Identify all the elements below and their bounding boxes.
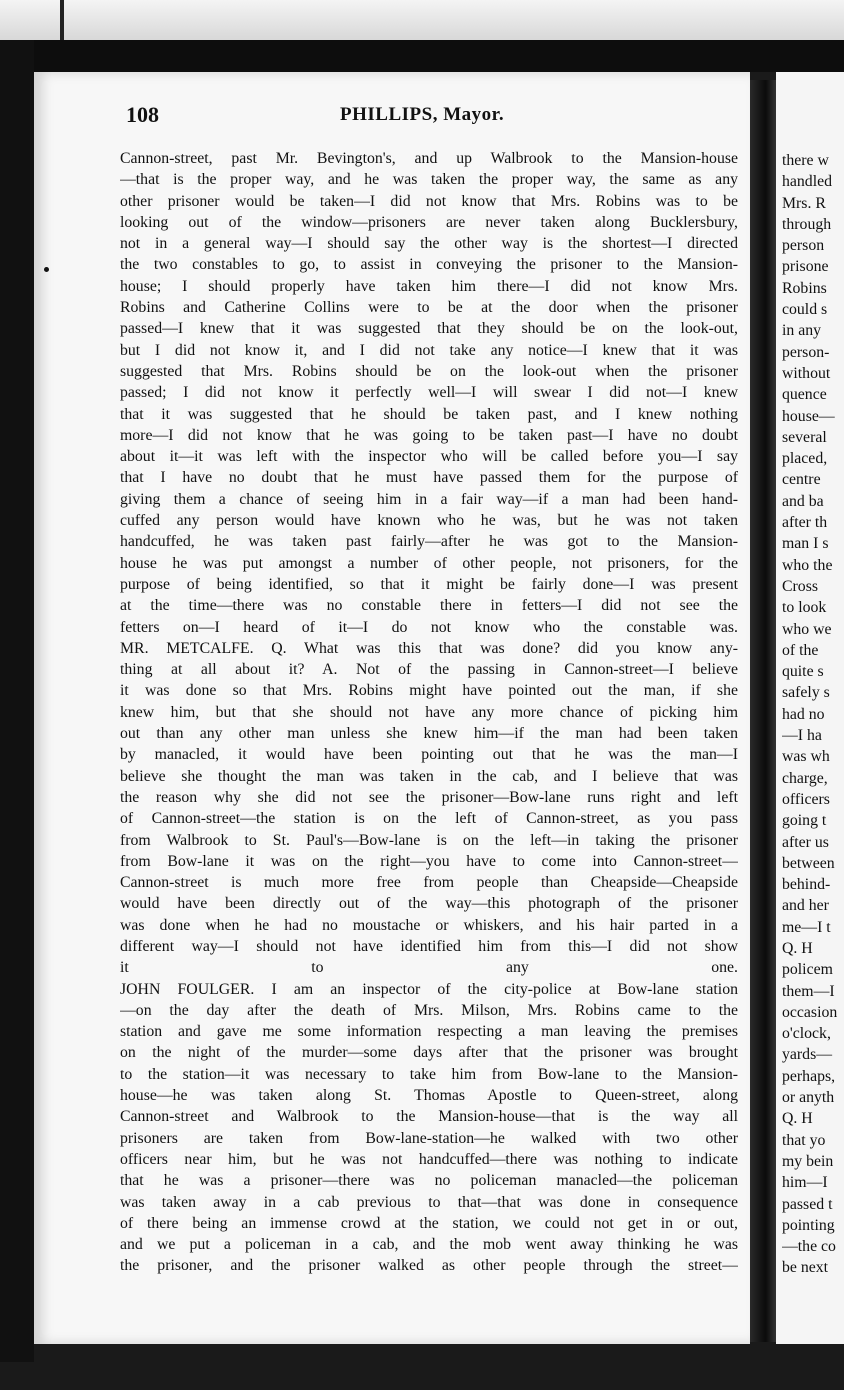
right-text-line: person [782, 237, 825, 255]
text-line: to the station—it was necessary to take him from Bow-lane to the Mansion- [120, 1065, 738, 1083]
text-line: by manacled, it would have been pointing out that he was the man—I [120, 746, 738, 764]
running-head: PHILLIPS, Mayor. [340, 104, 505, 125]
right-text-line: of the [782, 641, 819, 659]
text-line: would have been directly out of the way—this photograph of the prisoner [120, 895, 738, 913]
right-text-line: man I s [782, 535, 829, 553]
text-line: Cannon-street and Walbrook to the Mansion-house—that is the way all [120, 1108, 738, 1126]
text-line: of there being an immense crowd at the station, we could not get in or out, [120, 1214, 738, 1232]
text-line: at the time—there was no constable there in fetters—I did not see the [120, 597, 738, 615]
text-line: believe she thought the man was taken in the cab, and I believe that was [120, 767, 738, 785]
right-text-line: them—I [782, 982, 835, 1000]
right-text-line: perhaps, [782, 1067, 836, 1085]
right-text-line: my bein [782, 1152, 834, 1170]
text-line: purpose of being identified, so that it might be fairly done—I was present [120, 575, 738, 593]
right-text-line: handled [782, 173, 833, 191]
right-text-line: and her [782, 897, 829, 915]
text-line: MR. METCALFE. Q. What was this that was done? did you know any- [120, 639, 738, 657]
text-line: passed—I knew that it was suggested that they should be on the look-out, [120, 320, 738, 338]
right-text-line: Robins [782, 279, 827, 297]
right-text-line: centre [782, 471, 821, 489]
right-text-line: had no [782, 705, 825, 723]
right-text-line: and ba [782, 492, 824, 510]
right-text-line: yards— [782, 1046, 833, 1064]
right-text-line: person- [782, 343, 830, 361]
right-text-line: quence [782, 386, 827, 404]
right-text-line: safely s [782, 684, 830, 702]
text-line: JOHN FOULGER. I am an inspector of the city-police at Bow-lane station [120, 980, 738, 998]
right-text-line: Mrs. R [782, 194, 826, 212]
text-line: out than any other man unless she knew him—if the man had been taken [120, 725, 738, 743]
right-text-line: after us [782, 833, 829, 851]
right-text-line: that yo [782, 1131, 826, 1149]
right-text-line: me—I t [782, 918, 831, 936]
right-text-line: after th [782, 514, 828, 532]
text-line: —that is the proper way, and he was taken the proper way, the same as any [120, 171, 738, 189]
scan-shadow-left [0, 40, 34, 1362]
right-text-line: —the co [782, 1238, 836, 1256]
right-text-line: in any [782, 322, 822, 340]
right-text-line: o'clock, [782, 1025, 831, 1043]
right-text-line: who the [782, 556, 833, 574]
text-line: it was done so that Mrs. Robins might have pointed out the man, if she [120, 682, 738, 700]
text-line: and we put a policeman in a cab, and the mob went away thinking he was [120, 1236, 738, 1254]
right-text-line: between [782, 854, 835, 872]
text-line: cuffed any person would have known who he was, but he was not taken [120, 512, 738, 530]
right-text-line: could s [782, 301, 828, 319]
text-line: house he was put amongst a number of other people, not prisoners, for the [120, 554, 738, 572]
right-text-line: passed t [782, 1195, 833, 1213]
right-text-line: him—I [782, 1174, 828, 1192]
right-text-line: was wh [782, 748, 830, 766]
text-line: that he was a prisoner—there was no policeman manacled—the policeman [120, 1172, 738, 1190]
text-line: from Bow-lane it was on the right—you have to come into Cannon-street— [120, 852, 738, 870]
right-text-line: be next [782, 1259, 829, 1277]
right-text-line: who we [782, 620, 832, 638]
text-line: the prisoner, and the prisoner walked as other people through the street— [120, 1257, 738, 1275]
right-text-line: prisone [782, 258, 829, 276]
text-line: about it—it was left with the inspector who will be called before you—I say [120, 448, 738, 466]
top-margin [0, 0, 844, 40]
text-line: fetters on—I heard of it—I do not know who the constable was. [120, 618, 738, 636]
right-text-line: charge, [782, 769, 828, 787]
text-line: station and gave me some information respecting a man leaving the premises [120, 1023, 738, 1041]
text-line: passed; I did not know it perfectly well—I will swear I did not—I knew [120, 384, 738, 402]
right-text-line: through [782, 215, 832, 233]
right-text-line: placed, [782, 450, 828, 468]
right-text-line: occasion [782, 1003, 838, 1021]
text-line: house; I should properly have taken him there—I did not know Mrs. [120, 277, 738, 295]
text-line: suggested that Mrs. Robins should be on the look-out when the prisoner [120, 362, 738, 380]
right-text-line: there w [782, 152, 829, 169]
right-text-line: policem [782, 961, 833, 979]
text-line: was taken away in a cab previous to that—that was done in consequence [120, 1193, 738, 1211]
text-line: that I have no doubt that he must have passed them for the purpose of [120, 469, 738, 487]
text-line: not in a general way—I should say the other way is the shortest—I directed [120, 235, 738, 253]
text-line: Robins and Catherine Collins were to be at the door when the prisoner [120, 299, 738, 317]
text-line: the reason why she did not see the prisoner—Bow-lane runs right and left [120, 788, 738, 806]
text-line: more—I did not know that he was going to be taken past—I have no doubt [120, 426, 738, 444]
right-text-line: Q. H [782, 1110, 813, 1128]
text-line: was done when he had no moustache or whiskers, and his hair parted in a [120, 916, 738, 934]
right-text-line: behind- [782, 876, 831, 894]
right-text-line: quite s [782, 663, 824, 681]
scan-shadow-top [0, 40, 844, 72]
right-text-line: officers [782, 790, 830, 808]
right-text-line: Cross [782, 577, 818, 595]
text-line: other prisoner would be taken—I did not know that Mrs. Robins was to be [120, 192, 738, 210]
book-gutter [750, 80, 776, 1342]
text-line: knew him, but that she should not have any more chance of picking him [120, 703, 738, 721]
right-text-line: without [782, 364, 831, 382]
text-line: the two constables to go, to assist in conveying the prisoner to the Mansion- [120, 256, 738, 274]
text-line: from Walbrook to St. Paul's—Bow-lane is on the left—in taking the prisoner [120, 831, 738, 849]
body-text [120, 148, 738, 1277]
right-text-line: to look [782, 599, 827, 617]
text-line: Cannon-street is much more free from people than Cheapside—Cheapside [120, 874, 738, 892]
right-text-line: or anyth [782, 1089, 835, 1107]
right-text-line: —I ha [782, 727, 822, 745]
text-line: giving them a chance of seeing him in a fair way—if a man had been hand- [120, 490, 738, 508]
text-line: it to any one. [120, 959, 738, 977]
text-line: prisoners are taken from Bow-lane-station—he walked with two other [120, 1129, 738, 1147]
text-line: house—he was taken along St. Thomas Apostle to Queen-street, along [120, 1087, 738, 1105]
text-line: thing at all about it? A. Not of the passing in Cannon-street—I believe [120, 661, 738, 679]
right-page-column [782, 150, 844, 1279]
right-text-line: pointing [782, 1216, 835, 1234]
right-text-line: several [782, 428, 827, 446]
page-edge [60, 0, 64, 40]
text-line: Cannon-street, past Mr. Bevington's, and up Walbrook to the Mansion-house [120, 150, 738, 167]
text-line: that it was suggested that he should be taken past, and I knew nothing [120, 405, 738, 423]
right-text-line: Q. H [782, 939, 813, 957]
text-line: —on the day after the death of Mrs. Milson, Mrs. Robins came to the [120, 1001, 738, 1019]
right-text-line: house— [782, 407, 835, 425]
text-line: handcuffed, he was taken past fairly—after he was got to the Mansion- [120, 533, 738, 551]
margin-dot [44, 267, 49, 272]
text-line: looking out of the window—prisoners are never taken along Bucklersbury, [120, 213, 738, 231]
text-line: officers near him, but he was not handcuffed—there was nothing to indicate [120, 1150, 738, 1168]
text-line: but I did not know it, and I did not take any notice—I knew that it was [120, 341, 738, 359]
text-line: different way—I should not have identified him from this—I did not show [120, 937, 738, 955]
page-number: 108 [126, 102, 159, 127]
text-line: on the night of the murder—some days after that the prisoner was brought [120, 1044, 738, 1062]
text-line: of Cannon-street—the station is on the left of Cannon-street, as you pass [120, 810, 738, 828]
right-text-line: going t [782, 812, 827, 830]
page-header [90, 100, 730, 132]
